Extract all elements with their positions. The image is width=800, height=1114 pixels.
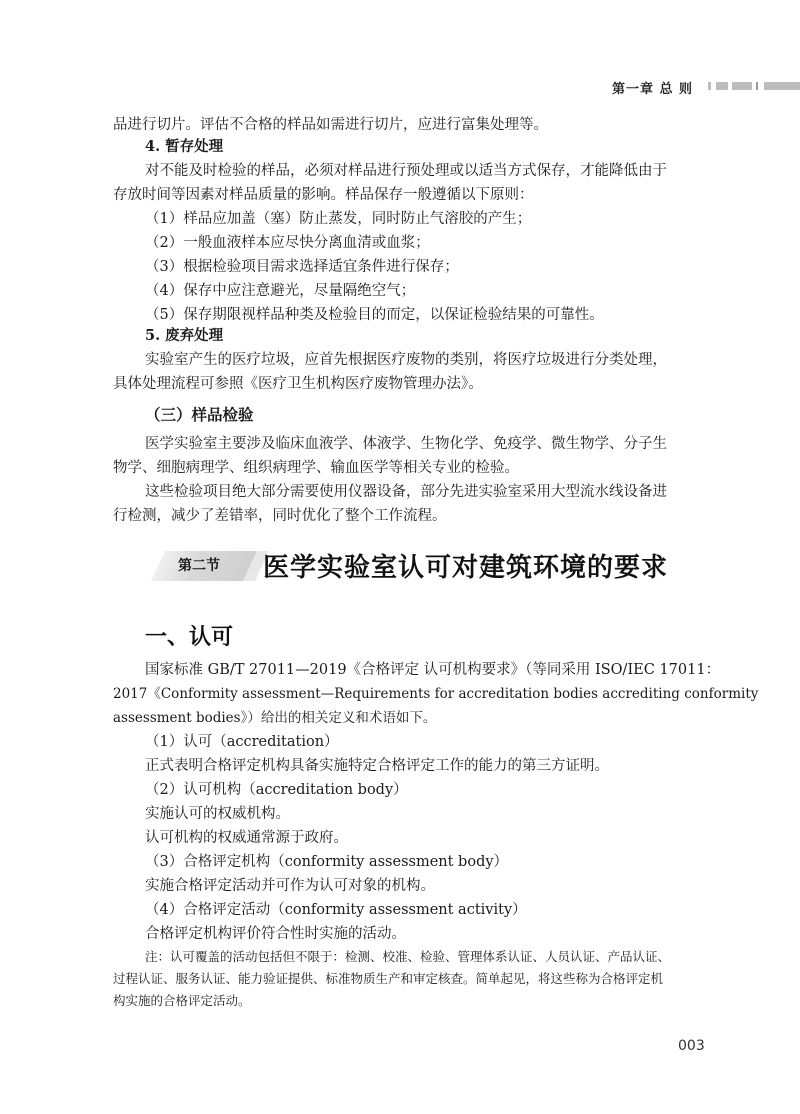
definition-term: （4）合格评定活动（conformity assessment activity）: [145, 902, 527, 918]
note-line: 构实施的合格评定活动。: [113, 993, 251, 1008]
note-line: 过程认证、服务认证、能力验证提供、标准物质生产和审定核查。简单起见，将这些称为合格评定机: [113, 971, 664, 986]
definition-text: 实施认可的权威机构。: [145, 806, 290, 822]
list-item: （5）保存期限视样品种类及检验目的而定，以保证检验结果的可靠性。: [145, 307, 604, 323]
section-label: 第二节: [178, 558, 220, 574]
definition-text: 合格评定机构评价符合性时实施的活动。: [145, 926, 406, 942]
paragraph-line: 这些检验项目绝大部分需要使用仪器设备，部分先进实验室采用大型流水线设备进: [145, 484, 667, 500]
paragraph-line: 2017《Conformity assessment—Requirements for accreditation bodies accrediting conformity: [113, 686, 759, 702]
list-item: （2）一般血液样本应尽快分离血清或血浆；: [145, 235, 430, 251]
subheading-disposal: 5. 废弃处理: [145, 327, 224, 344]
definition-text: 实施合格评定活动并可作为认可对象的机构。: [145, 878, 435, 894]
paragraph-line: 存放时间等因素对样品质量的影响。样品保存一般遵循以下原则：: [113, 187, 534, 203]
chapter-title: 第一章 总 则: [612, 82, 694, 97]
paragraph-line: 具体处理流程可参照《医疗卫生机构医疗废物管理办法》。: [113, 376, 483, 392]
definition-term: （1）认可（accreditation）: [145, 734, 339, 750]
running-header: [0, 76, 800, 98]
definition-text: 认可机构的权威通常源于政府。: [145, 830, 348, 846]
paragraph-line: 对不能及时检验的样品，必须对样品进行预处理或以适当方式保存，才能降低由于: [145, 163, 667, 179]
list-item: （1）样品应加盖（塞）防止蒸发，同时防止气溶胶的产生；: [145, 211, 532, 227]
definition-text: 正式表明合格评定机构具备实施特定合格评定工作的能力的第三方证明。: [145, 758, 609, 774]
subheading-sample-testing: （三）样品检验: [145, 405, 254, 424]
page-number: 003: [678, 1038, 705, 1054]
subheading-temp-storage: 4. 暂存处理: [145, 138, 224, 155]
paragraph-line: 品进行切片。评估不合格的样品如需进行切片，应进行富集处理等。: [113, 117, 548, 133]
note-line: 注：认可覆盖的活动包括但不限于：检测、校准、检验、管理体系认证、人员认证、产品认证、: [145, 949, 671, 964]
list-item: （3）根据检验项目需求选择适宜条件进行保存；: [145, 259, 459, 275]
paragraph-line: 物学、细胞病理学、组织病理学、输血医学等相关专业的检验。: [113, 460, 519, 476]
section-title: 医学实验室认可对建筑环境的要求: [263, 553, 669, 583]
section-banner: [150, 545, 710, 595]
definition-term: （2）认可机构（accreditation body）: [145, 782, 408, 798]
paragraph-line: 医学实验室主要涉及临床血液学、体液学、生物化学、免疫学、微生物学、分子生: [145, 436, 667, 452]
list-item: （4）保存中应注意避光，尽量隔绝空气；: [145, 283, 416, 299]
heading-accreditation: 一、认可: [145, 625, 234, 650]
definition-term: （3）合格评定机构（conformity assessment body）: [145, 854, 509, 870]
paragraph-line: 行检测，减少了差错率，同时优化了整个工作流程。: [113, 508, 447, 524]
paragraph-line: assessment bodies》）给出的相关定义和术语如下。: [113, 710, 437, 726]
paragraph-line: 国家标准 GB/T 27011—2019《合格评定 认可机构要求》（等同采用 ISO/IEC 17011：: [145, 662, 721, 678]
paragraph-line: 实验室产生的医疗垃圾，应首先根据医疗废物的类别，将医疗垃圾进行分类处理，: [145, 352, 667, 368]
